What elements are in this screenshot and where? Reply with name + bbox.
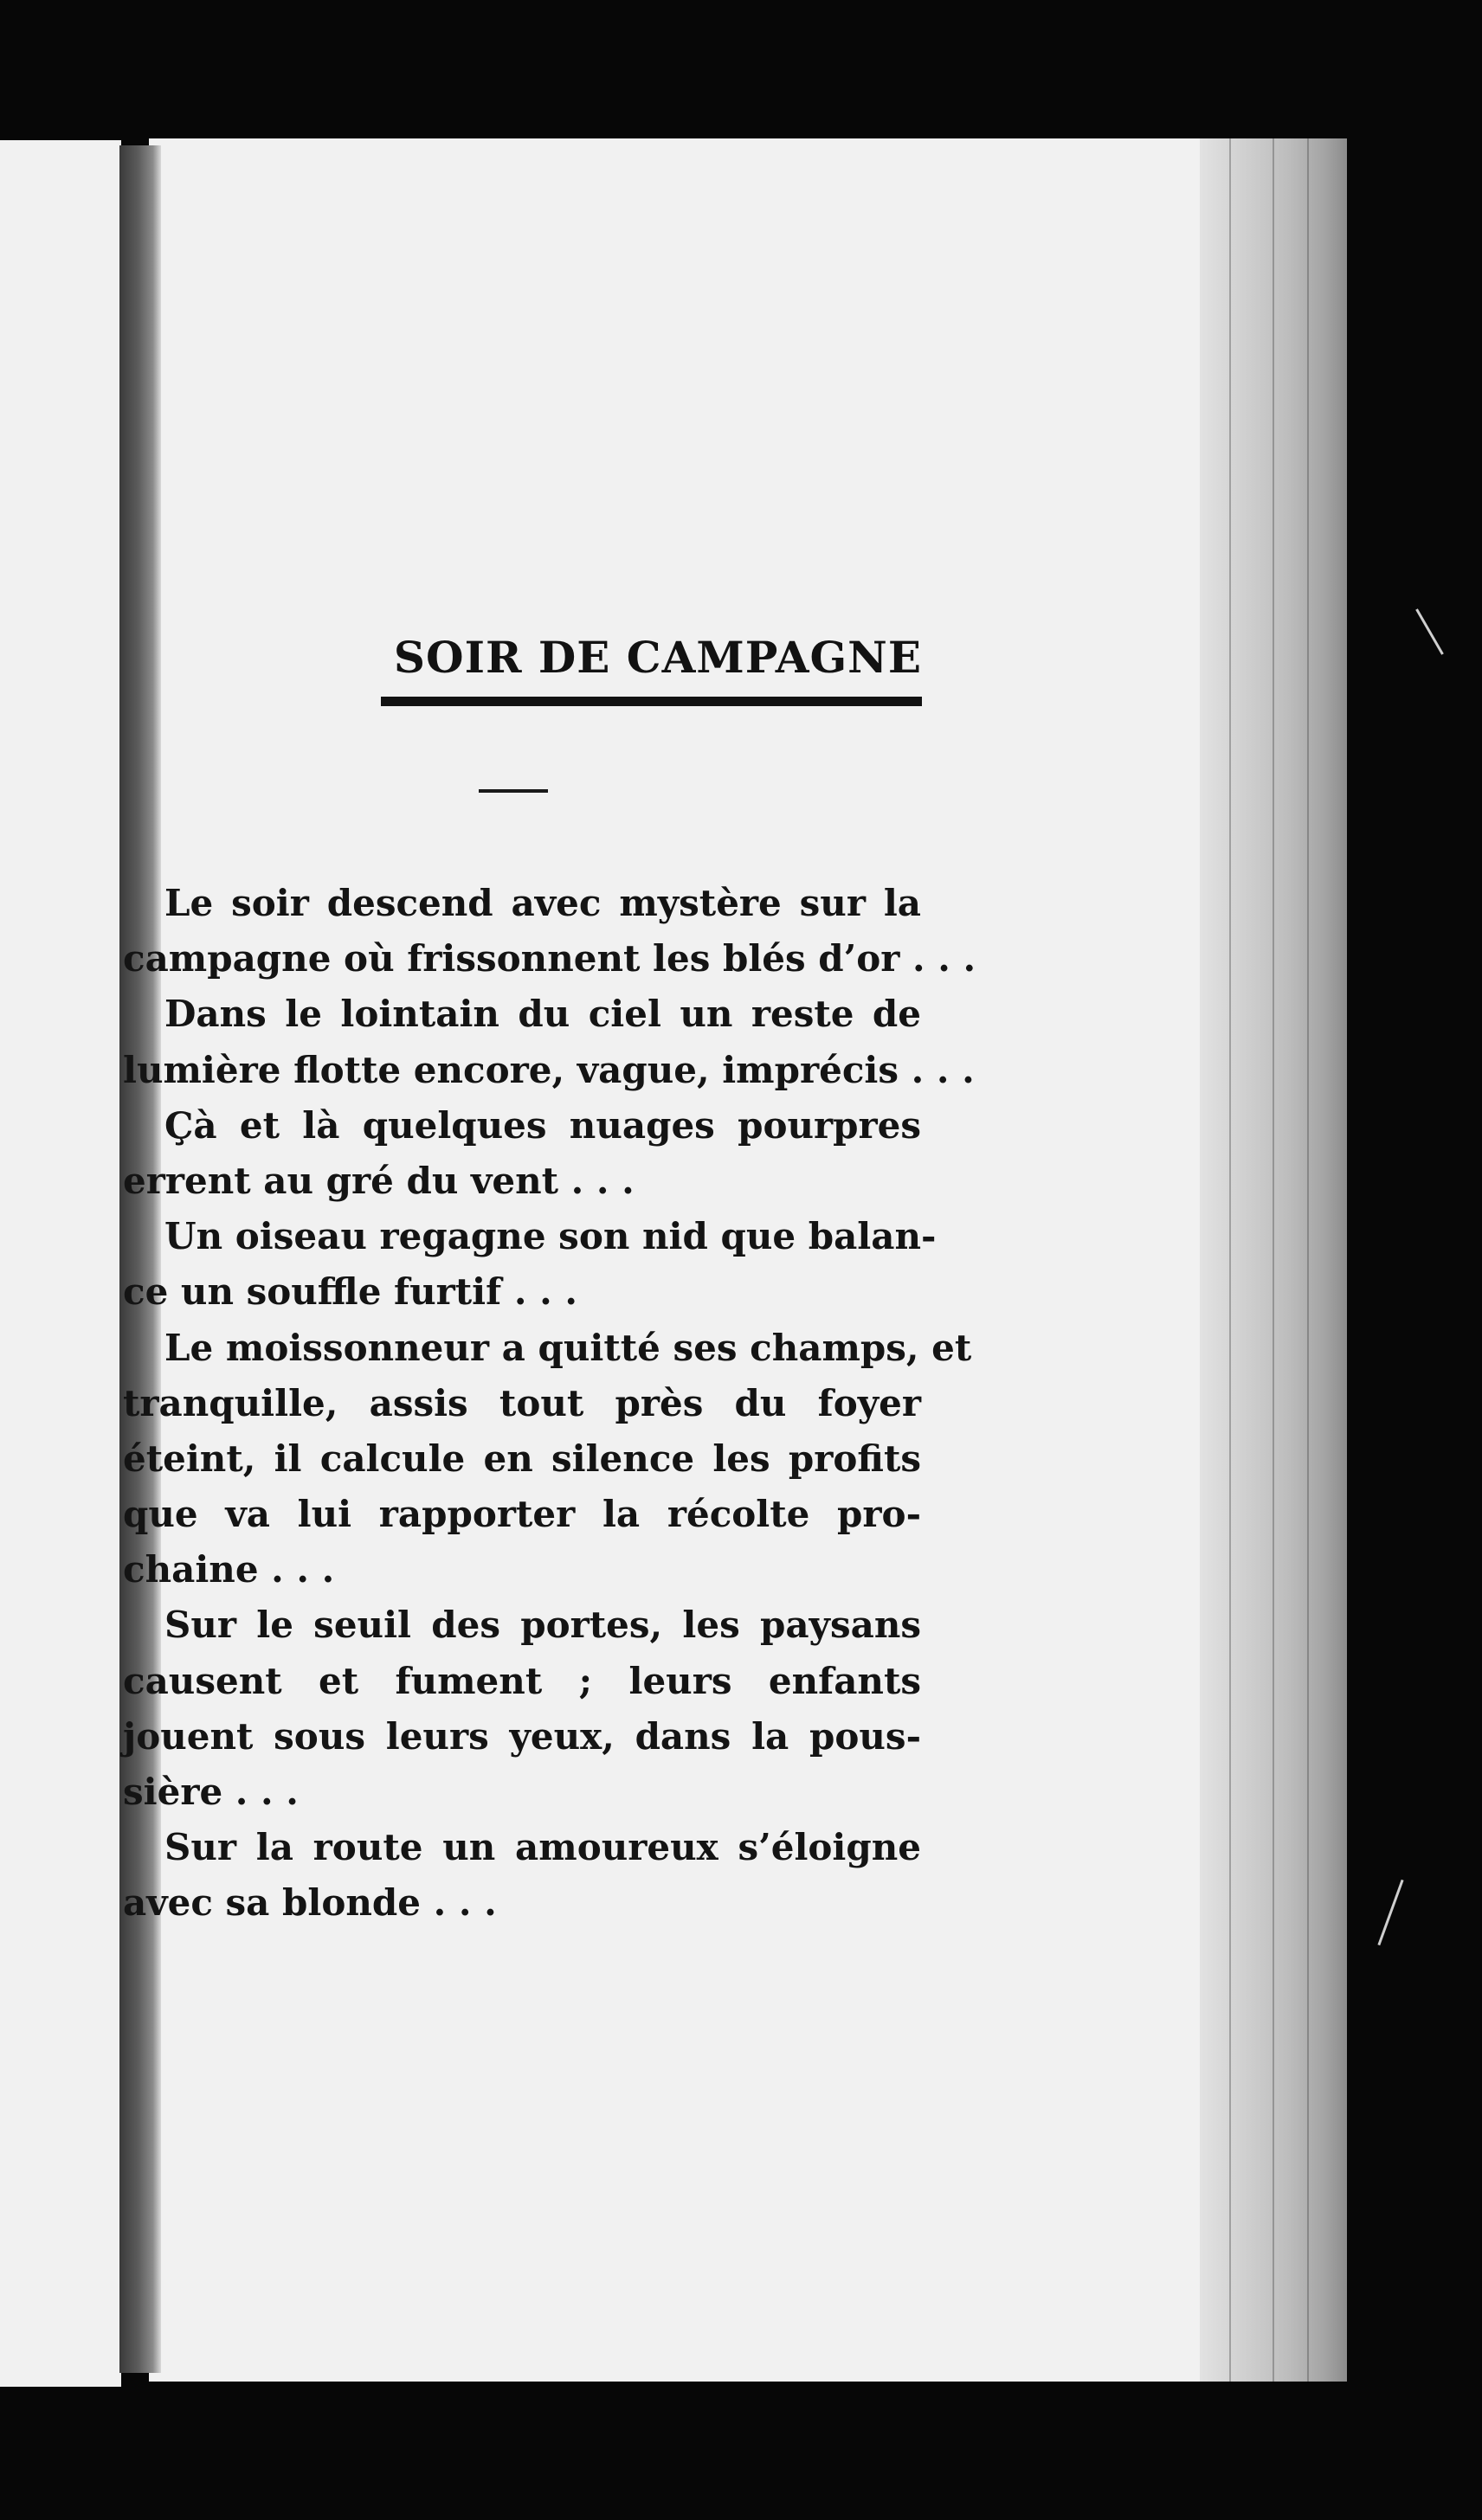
text-line: Çà et là quelques nuages pourpres (164, 1103, 921, 1147)
scan-scratch (1415, 608, 1444, 654)
page-edge-line (1229, 138, 1231, 2382)
text-line: Dans le lointain du ciel un reste de (164, 993, 921, 1036)
text-line: chaine . . . (123, 1548, 335, 1591)
page-edge-line (1273, 138, 1274, 2382)
left-facing-page (0, 140, 121, 2387)
scan-scratch (1377, 1880, 1403, 1945)
page-edge-line (1307, 138, 1309, 2382)
title-underline (381, 697, 922, 706)
text-line: sière . . . (123, 1771, 299, 1813)
text-line: campagne où frissonnent les blés d’or . . . (123, 937, 976, 980)
text-line: causent et fument ; leurs enfants (123, 1659, 921, 1702)
text-line: ce un souffle furtif . . . (123, 1270, 577, 1314)
text-line: avec sa blonde . . . (123, 1881, 497, 1925)
text-line: éteint, il calcule en silence les profits (123, 1437, 921, 1480)
text-line: lumière flotte encore, vague, imprécis . . . (123, 1048, 975, 1091)
text-line: tranquille, assis tout près du foyer (123, 1381, 921, 1424)
text-line: Un oiseau regagne son nid que balan- (164, 1215, 937, 1258)
text-line: jouent sous leurs yeux, dans la pous- (123, 1714, 921, 1758)
text-line: Le moissonneur a quitté ses champs, et (164, 1326, 972, 1369)
prose-body (123, 876, 976, 1932)
section-dash (479, 789, 548, 793)
page-title: SOIR DE CAMPAGNE (393, 632, 922, 683)
text-line: errent au gré du vent . . . (123, 1159, 635, 1202)
text-line: Le soir descend avec mystère sur la (164, 882, 921, 924)
text-line: Sur le seuil des portes, les paysans (164, 1604, 921, 1647)
text-line: que va lui rapporter la récolte pro- (123, 1493, 921, 1536)
text-line: Sur la route un amoureux s’éloigne (164, 1826, 921, 1869)
